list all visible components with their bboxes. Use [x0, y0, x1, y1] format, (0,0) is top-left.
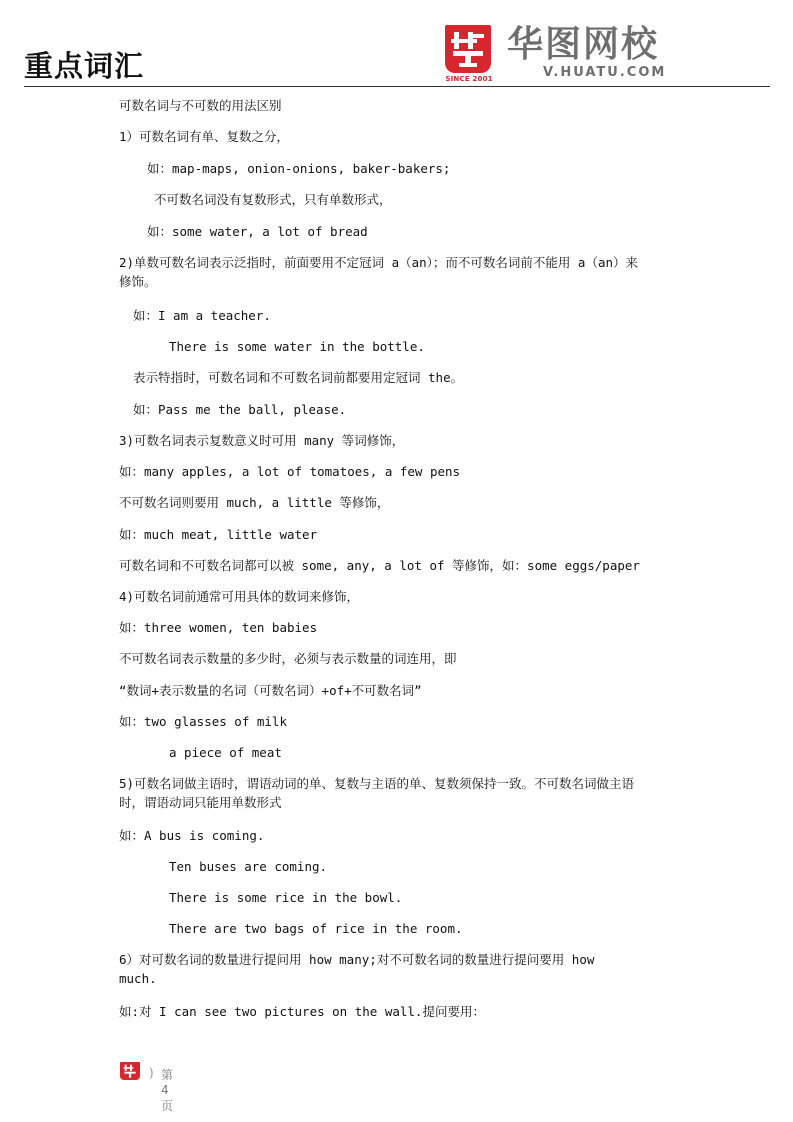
text-line: There is some rice in the bowl.	[169, 890, 403, 905]
huatu-logo	[443, 23, 693, 87]
text-line: 3)可数名词表示复数意义时可用 many 等词修饰，	[119, 433, 405, 448]
text-line: 表示特指时，可数名词和不可数名词前都要用定冠词 the。	[133, 370, 464, 385]
text-line: 如：much meat, little water	[119, 527, 318, 542]
text-line: 不可数名词则要用 much, a little 等修饰，	[119, 495, 390, 510]
header-divider	[24, 86, 770, 87]
text-line: Ten buses are coming.	[169, 859, 328, 874]
footer-separator: )	[149, 1066, 154, 1080]
text-line: “数词+表示数量的名词（可数名词）+of+不可数名词”	[119, 683, 422, 698]
text-line: 如：three women, ten babies	[119, 620, 318, 635]
text-line: 不可数名词表示数量的多少时，必须与表示数量的词连用，即	[119, 651, 457, 666]
text-line: 5)可数名词做主语时，谓语动词的单、复数与主语的单、复数须保持一致。不可数名词做主语时，谓语动词只能用单数形式	[119, 776, 635, 810]
huatu-shield-logo-small-icon	[119, 1062, 143, 1088]
text-line: a piece of meat	[169, 745, 282, 760]
page-number: 第 4 页	[161, 1068, 174, 1113]
text-line: 如：Pass me the ball, please.	[133, 402, 347, 417]
text-line: 可数名词和不可数名词都可以被 some, any, a lot of 等修饰，如：some eggs/paper	[119, 558, 640, 573]
text-line: 如：two glasses of milk	[119, 714, 287, 729]
text-line: 如:对 I can see two pictures on the wall.提问要用：	[119, 1004, 485, 1019]
brand-url: V.HUATU.COM	[543, 65, 667, 80]
huatu-shield-logo-icon	[445, 25, 491, 73]
since-label: SINCE 2001	[445, 75, 493, 83]
text-line: 不可数名词没有复数形式，只有单数形式，	[154, 192, 392, 207]
text-line: There are two bags of rice in the room.	[169, 921, 463, 936]
section-title: 重点词汇	[24, 49, 145, 83]
text-line: 可数名词与不可数的用法区别	[119, 98, 282, 113]
text-line: 如：some water, a lot of bread	[147, 224, 368, 239]
text-line: 6）对可数名词的数量进行提问用 how many;对不可数名词的数量进行提问要用 how much.	[119, 952, 595, 986]
text-line: 如：I am a teacher.	[133, 308, 271, 323]
text-line: 如：A bus is coming.	[119, 828, 265, 843]
brand-name: 华图网校	[507, 24, 660, 65]
text-line: 如：map-maps, onion-onions, baker-bakers;	[147, 161, 451, 176]
text-line: 如：many apples, a lot of tomatoes, a few pens	[119, 464, 461, 479]
text-line: 1）可数名词有单、复数之分，	[119, 129, 290, 144]
text-line: 4)可数名词前通常可用具体的数词来修饰，	[119, 589, 360, 604]
text-line: 2)单数可数名词表示泛指时，前面要用不定冠词 a（an）；而不可数名词前不能用 a（an）来修饰。	[119, 255, 639, 289]
text-line: There is some water in the bottle.	[169, 339, 425, 354]
